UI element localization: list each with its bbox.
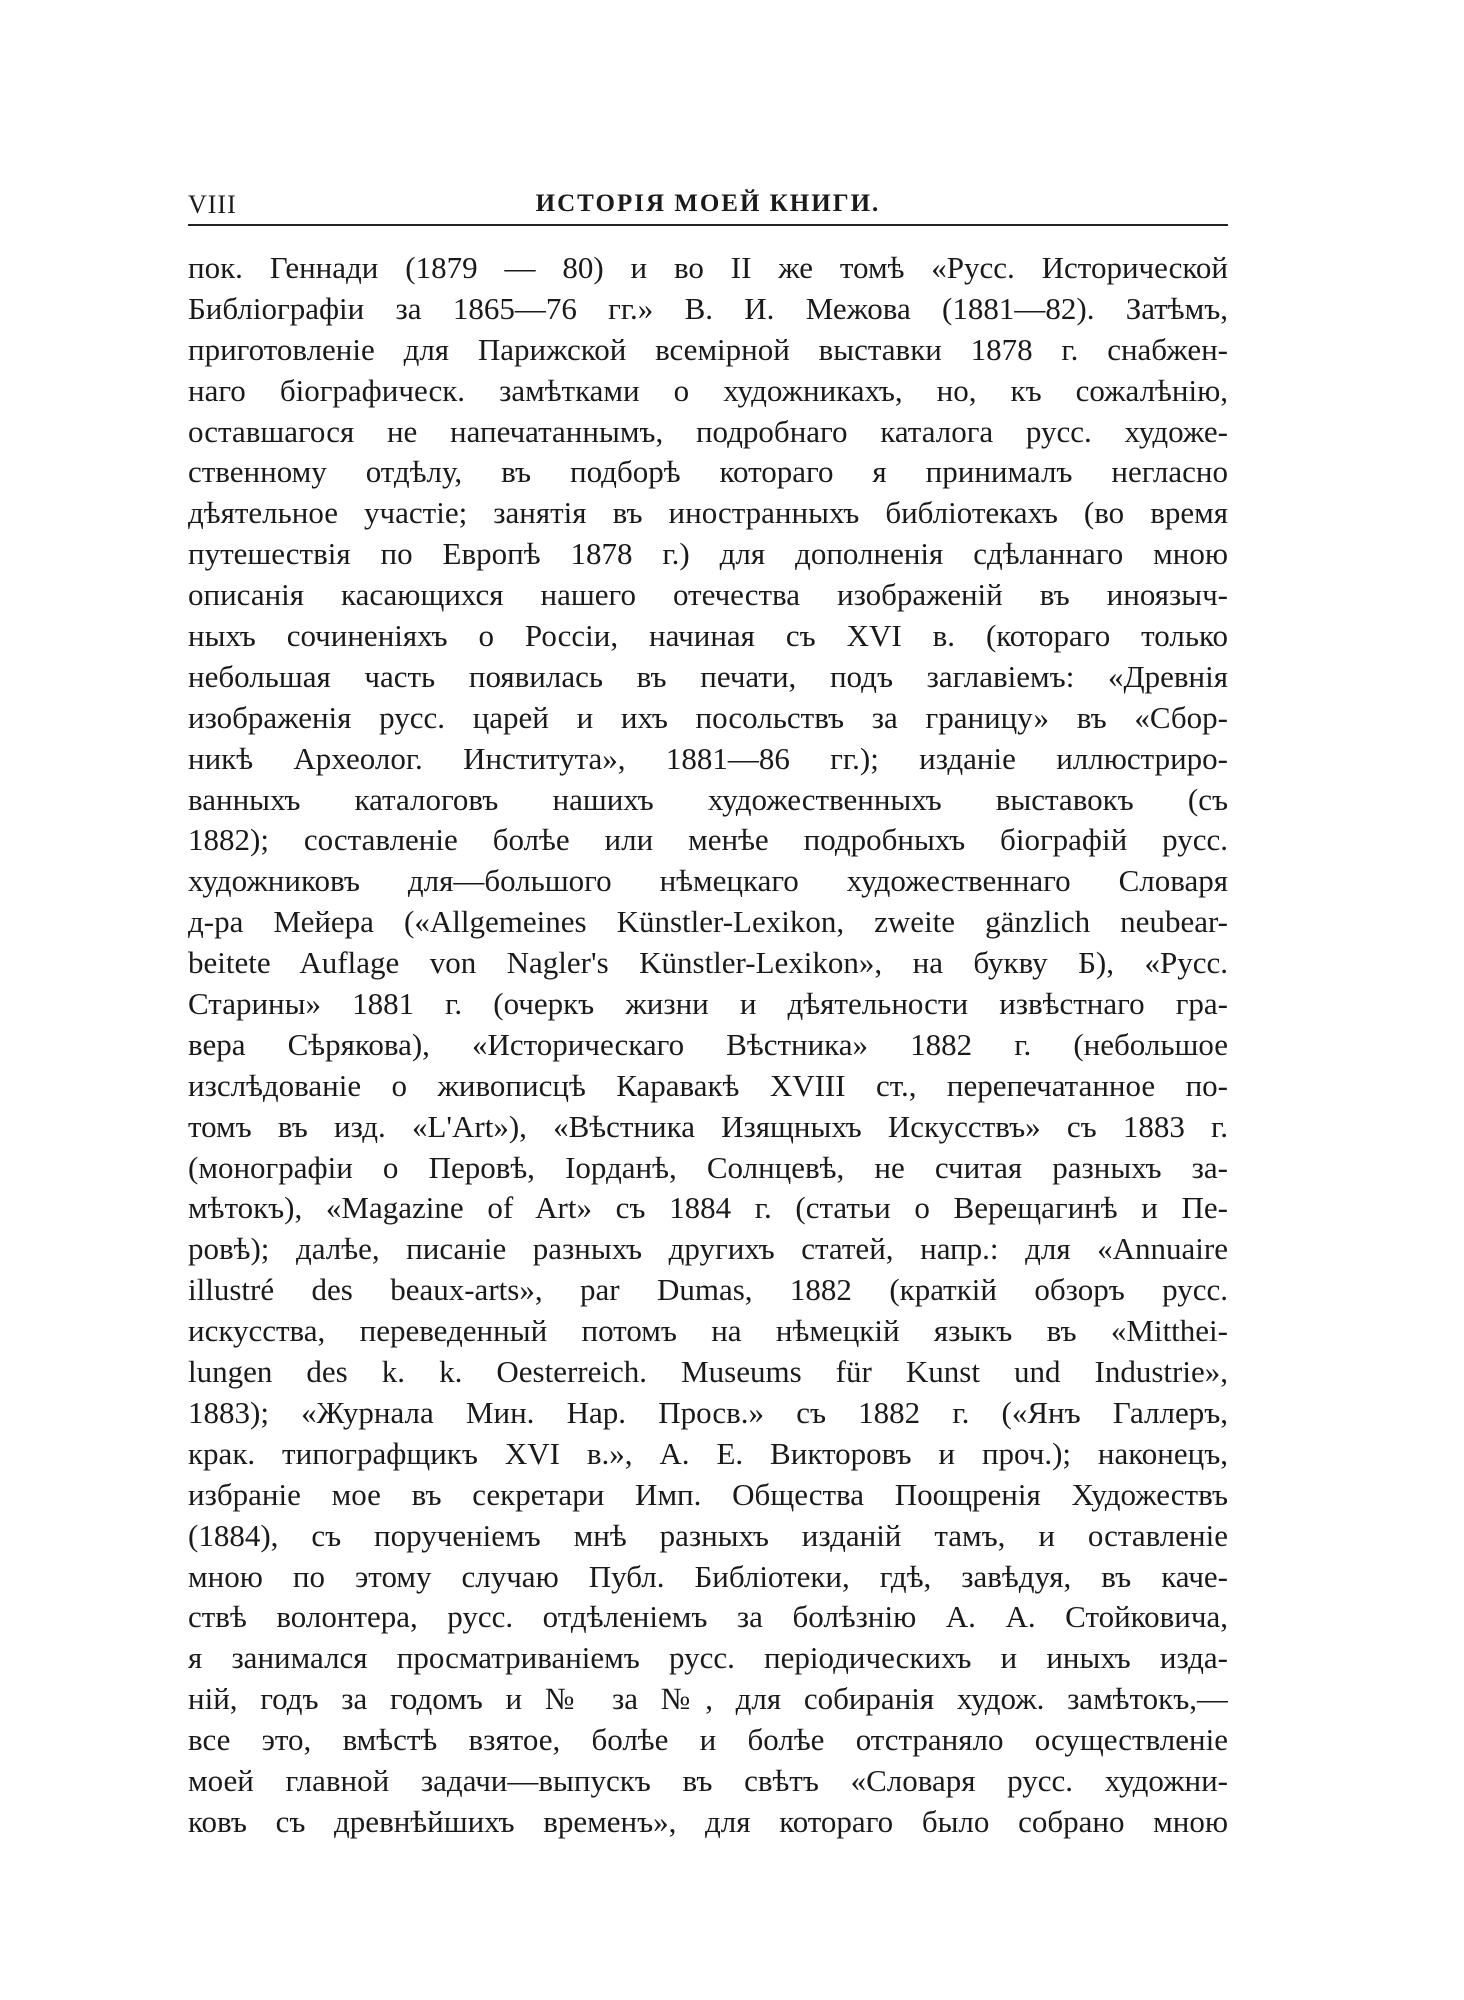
running-head <box>188 180 1228 228</box>
body-text <box>188 248 1228 1843</box>
text-line: изображенія русс. царей и ихъ посольствъ за границу» въ «Сбор- <box>188 699 1228 735</box>
text-line: небольшая часть появилась въ печати, подъ заглавіемъ: «Древнія <box>188 658 1228 694</box>
text-line: дѣятельное участіе; занятія въ иностранныхъ библіотекахъ (во время <box>188 495 1228 531</box>
text-line: ныхъ сочиненіяхъ о Россіи, начиная съ XVI в. (котораго только <box>188 618 1228 654</box>
text-line: (монографіи о Перовѣ, Іорданѣ, Солнцевѣ, не считая разныхъ за- <box>188 1149 1228 1185</box>
text-line: наго біографическ. замѣтками о художникахъ, но, къ сожалѣнію, <box>188 372 1228 408</box>
text-line: путешествія по Европѣ 1878 г.) для дополненія сдѣланнаго мною <box>188 536 1228 572</box>
text-line: 1882); составленіе болѣе или менѣе подробныхъ біографій русс. <box>188 822 1228 858</box>
text-line: художниковъ для—большого нѣмецкаго художественнаго Словаря <box>188 863 1228 899</box>
text-line: изслѣдованіе о живописцѣ Каравакѣ XVIII ст., перепечатанное по- <box>188 1067 1228 1103</box>
text-line: вера Сѣрякова), «Историческаго Вѣстника» 1882 г. (небольшое <box>188 1026 1228 1062</box>
text-line: beitete Auflage von Nagler's Künstler-Lexikon», на букву Б), «Русс. <box>188 945 1228 981</box>
running-title: ИСТОРІЯ МОЕЙ КНИГИ. <box>535 190 881 217</box>
text-line: крак. типографщикъ XVI в.», А. Е. Викторовъ и проч.); наконецъ, <box>188 1435 1228 1471</box>
text-line: ровѣ); далѣе, писаніе разныхъ другихъ статей, напр.: для «Annuaire <box>188 1231 1228 1267</box>
text-line: ній, годъ за годомъ и № за №, для собиранія худож. замѣтокъ,— <box>188 1681 1228 1717</box>
text-line: все это, вмѣстѣ взятое, болѣе и болѣе отстраняло осуществленіе <box>188 1722 1228 1758</box>
text-line: мною по этому случаю Публ. Библіотеки, гдѣ, завѣдуя, въ каче- <box>188 1558 1228 1594</box>
header-rule <box>188 224 1228 226</box>
page-number: VIII <box>188 190 237 219</box>
text-line: (1884), съ порученіемъ мнѣ разныхъ изданій тамъ, и оставленіе <box>188 1517 1228 1553</box>
text-line: описанія касающихся нашего отечества изображеній въ иноязыч- <box>188 577 1228 613</box>
text-line: д-ра Мейера («Allgemeines Künstler-Lexikon, zweite gänzlich neubear- <box>188 904 1228 940</box>
text-line: 1883); «Журнала Мин. Нар. Просв.» съ 1882 г. («Янъ Галлеръ, <box>188 1394 1228 1430</box>
text-line: Старины» 1881 г. (очеркъ жизни и дѣятельности извѣстнаго гра- <box>188 986 1228 1022</box>
text-line: томъ въ изд. «L'Art»), «Вѣстника Изящныхъ Искусствъ» съ 1883 г. <box>188 1108 1228 1144</box>
text-line: мѣтокъ), «Magazine of Art» съ 1884 г. (статьи о Верещагинѣ и Пе- <box>188 1190 1228 1226</box>
text-line: пок. Геннади (1879 — 80) и во II же томѣ «Русс. Исторической <box>188 250 1228 285</box>
text-line: оставшагося не напечатаннымъ, подробнаго каталога русс. художе- <box>188 413 1228 449</box>
text-line: ковъ съ древнѣйшихъ временъ», для котораго было собрано мною <box>188 1803 1228 1839</box>
text-line: искусства, переведенный потомъ на нѣмецкій языкъ въ «Mitthei- <box>188 1313 1228 1349</box>
text-line: Библіографіи за 1865—76 гг.» В. И. Межова (1881—82). Затѣмъ, <box>188 290 1228 326</box>
text-line: я занимался просматриваніемъ русс. періодическихъ и иныхъ изда- <box>188 1640 1228 1676</box>
text-line: ванныхъ каталоговъ нашихъ художественныхъ выставокъ (съ <box>188 781 1228 817</box>
text-line: никѣ Археолог. Института», 1881—86 гг.); изданіе иллюстриро- <box>188 740 1228 776</box>
text-line: illustré des beaux-arts», par Dumas, 1882 (краткій обзоръ русс. <box>188 1272 1228 1308</box>
text-line: ственному отдѣлу, въ подборѣ котораго я принималъ негласно <box>188 454 1228 490</box>
text-line: ствѣ волонтера, русс. отдѣленіемъ за болѣзнію А. А. Стойковича, <box>188 1599 1228 1635</box>
text-line: избраніе мое въ секретари Имп. Общества Поощренія Художествъ <box>188 1476 1228 1512</box>
text-line: приготовленіе для Парижской всемірной выставки 1878 г. снабжен- <box>188 331 1228 367</box>
text-line: lungen des k. k. Oesterreich. Museums für Kunst und Industrie», <box>188 1354 1228 1390</box>
text-line: моей главной задачи—выпускъ въ свѣтъ «Словаря русс. художни- <box>188 1762 1228 1798</box>
